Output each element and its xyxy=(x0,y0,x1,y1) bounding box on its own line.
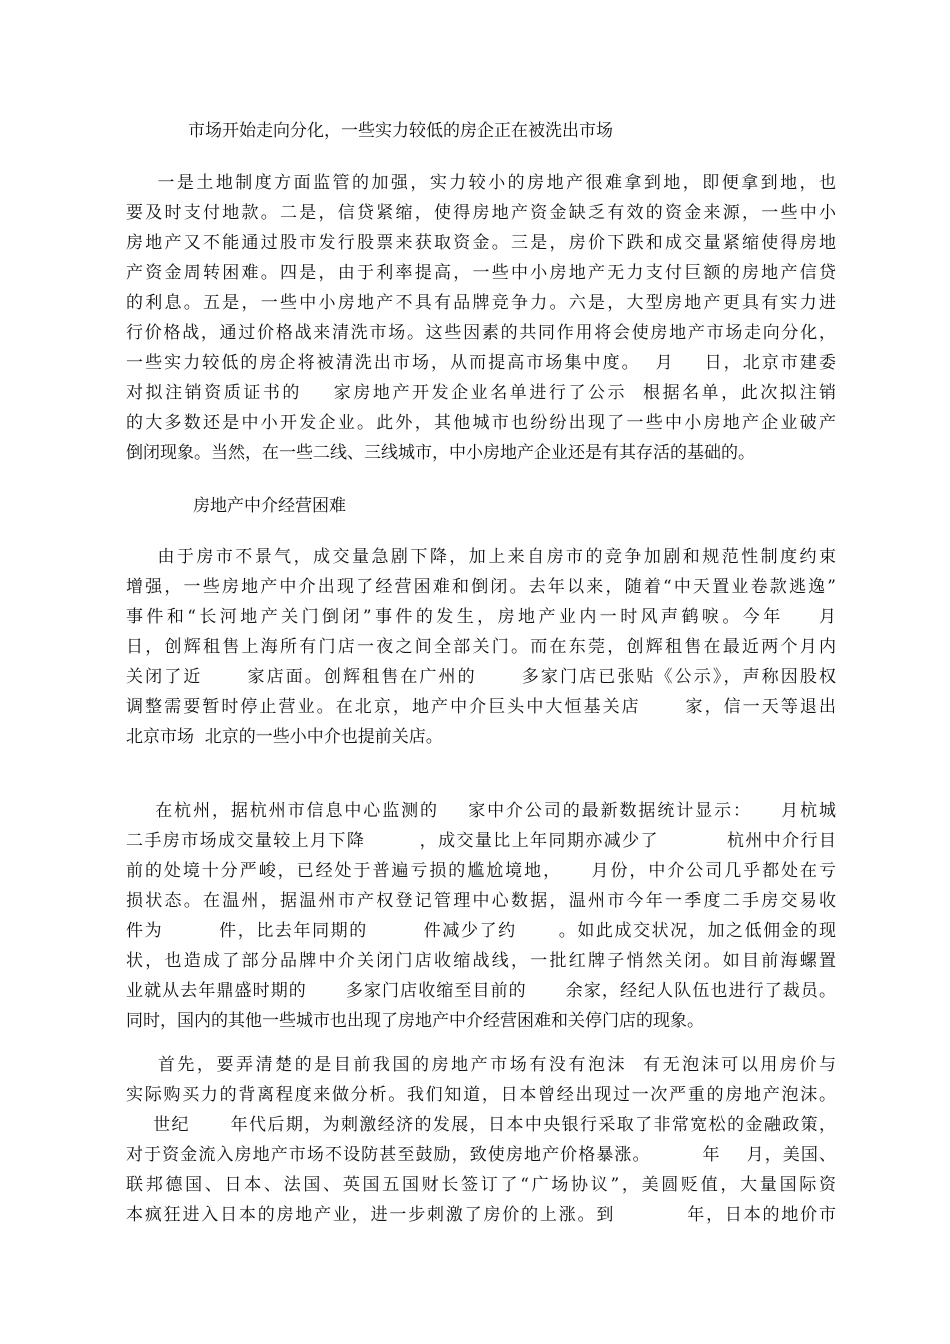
text-line: 产资金周转困难。四是，由于利率提高，一些中小房地产无力支付巨额的房地产信贷 xyxy=(126,263,836,283)
text-line: 联邦德国、日本、法国、英国五国财长签订了“广场协议”，美圆贬值，大量国际资 xyxy=(126,1175,836,1195)
text-line: 增强，一些房地产中介出现了经营困难和倒闭。去年以来，随着“中天置业卷款逃逸” xyxy=(126,577,836,597)
text-line: 状，也造成了部分品牌中介关闭门店收缩战线，一批红牌子悄然关闭。如目前海螺置 xyxy=(126,951,836,971)
text-line: 的利息。五是，一些中小房地产不具有品牌竞争力。六是，大型房地产更具有实力进 xyxy=(126,293,836,313)
text-line: 一是土地制度方面监管的加强，实力较小的房地产很难拿到地，即便拿到地，也 xyxy=(126,173,836,193)
text-line: 房地产又不能通过股市发行股票来获取资金。三是，房价下跌和成交量紧缩使得房地 xyxy=(126,233,836,253)
text-line: 关闭了近 家店面。创辉租售在广州的 多家门店已张贴《公示》，声称因股权 xyxy=(126,667,836,687)
paragraph-market-divergence xyxy=(126,168,836,468)
text-line: 由于房市不景气，成交量急剧下降，加上来自房市的竞争加剧和规范性制度约束 xyxy=(126,547,836,567)
paragraph-agency-closures xyxy=(126,542,836,752)
paragraph-hangzhou-wenzhou xyxy=(126,796,836,1036)
text-line: 倒闭现象。当然，在一些二线、三线城市，中小房地产企业还是有其存活的基础的。 xyxy=(126,443,755,463)
text-line: 前的处境十分严峻，已经处于普遍亏损的尴尬境地， 月份，中介公司几乎都处在亏 xyxy=(126,861,836,881)
text-line: 实际购买力的背离程度来做分析。我们知道，日本曾经出现过一次严重的房地产泡沫。 xyxy=(126,1085,836,1105)
text-line: 本疯狂进入日本的房地产业，进一步刺激了房价的上涨。到 年，日本的地价市 xyxy=(126,1205,836,1225)
text-line: 在杭州，据杭州市信息中心监测的 家中介公司的最新数据统计显示： 月杭城 xyxy=(126,801,836,821)
text-line: 事件和“长河地产关门倒闭”事件的发生，房地产业内一时风声鹤唳。今年 月 xyxy=(126,607,836,627)
text-line: 北京市场 北京的一些小中介也提前关店。 xyxy=(126,727,443,747)
text-line: 行价格战，通过价格战来清洗市场。这些因素的共同作用将会使房地产市场走向分化， xyxy=(126,323,836,343)
text-line: 的大多数还是中小开发企业。此外，其他城市也纷纷出现了一些中小房地产企业破产 xyxy=(126,413,836,433)
text-line: 要及时支付地款。二是，信贷紧缩，使得房地产资金缺乏有效的资金来源，一些中小 xyxy=(126,203,836,223)
text-line: 世纪 年代后期，为刺激经济的发展，日本中央银行采取了非常宽松的金融政策， xyxy=(126,1115,836,1135)
text-line: 首先，要弄清楚的是目前我国的房地产市场有没有泡沫 有无泡沫可以用房价与 xyxy=(126,1055,836,1075)
text-line: 对于资金流入房地产市场不设防甚至鼓励，致使房地产价格暴涨。 年 月，美国、 xyxy=(126,1145,836,1165)
text-line: 损状态。在温州，据温州市产权登记管理中心数据，温州市今年一季度二手房交易收 xyxy=(126,891,836,911)
text-line: 一些实力较低的房企将被清洗出市场，从而提高市场集中度。 月 日，北京市建委 xyxy=(126,353,836,373)
text-line: 调整需要暂时停止营业。在北京，地产中介巨头中大恒基关店 家，信一天等退出 xyxy=(126,697,836,717)
text-line: 对拟注销资质证书的 家房地产开发企业名单进行了公示 根据名单，此次拟注销 xyxy=(126,383,836,403)
section-heading-market-divergence: 市场开始走向分化，一些实力较低的房企正在被洗出市场 xyxy=(188,121,613,141)
text-line: 业就从去年鼎盛时期的 多家门店收缩至目前的 余家，经纪人队伍也进行了裁员。 xyxy=(126,981,836,1001)
section-heading-agency-difficulty: 房地产中介经营困难 xyxy=(193,496,346,516)
text-line: 日，创辉租售上海所有门店一夜之间全部关门。而在东莞，创辉租售在最近两个月内 xyxy=(126,637,836,657)
text-line: 同时，国内的其他一些城市也出现了房地产中介经营困难和关停门店的现象。 xyxy=(126,1011,704,1031)
text-line: 二手房市场成交量较上月下降 ，成交量比上年同期亦减少了 杭州中介行目 xyxy=(126,831,836,851)
text-line: 件为 件，比去年同期的 件减少了约 。如此成交状况，加之低佣金的现 xyxy=(126,921,836,941)
paragraph-bubble-analysis xyxy=(126,1050,836,1230)
